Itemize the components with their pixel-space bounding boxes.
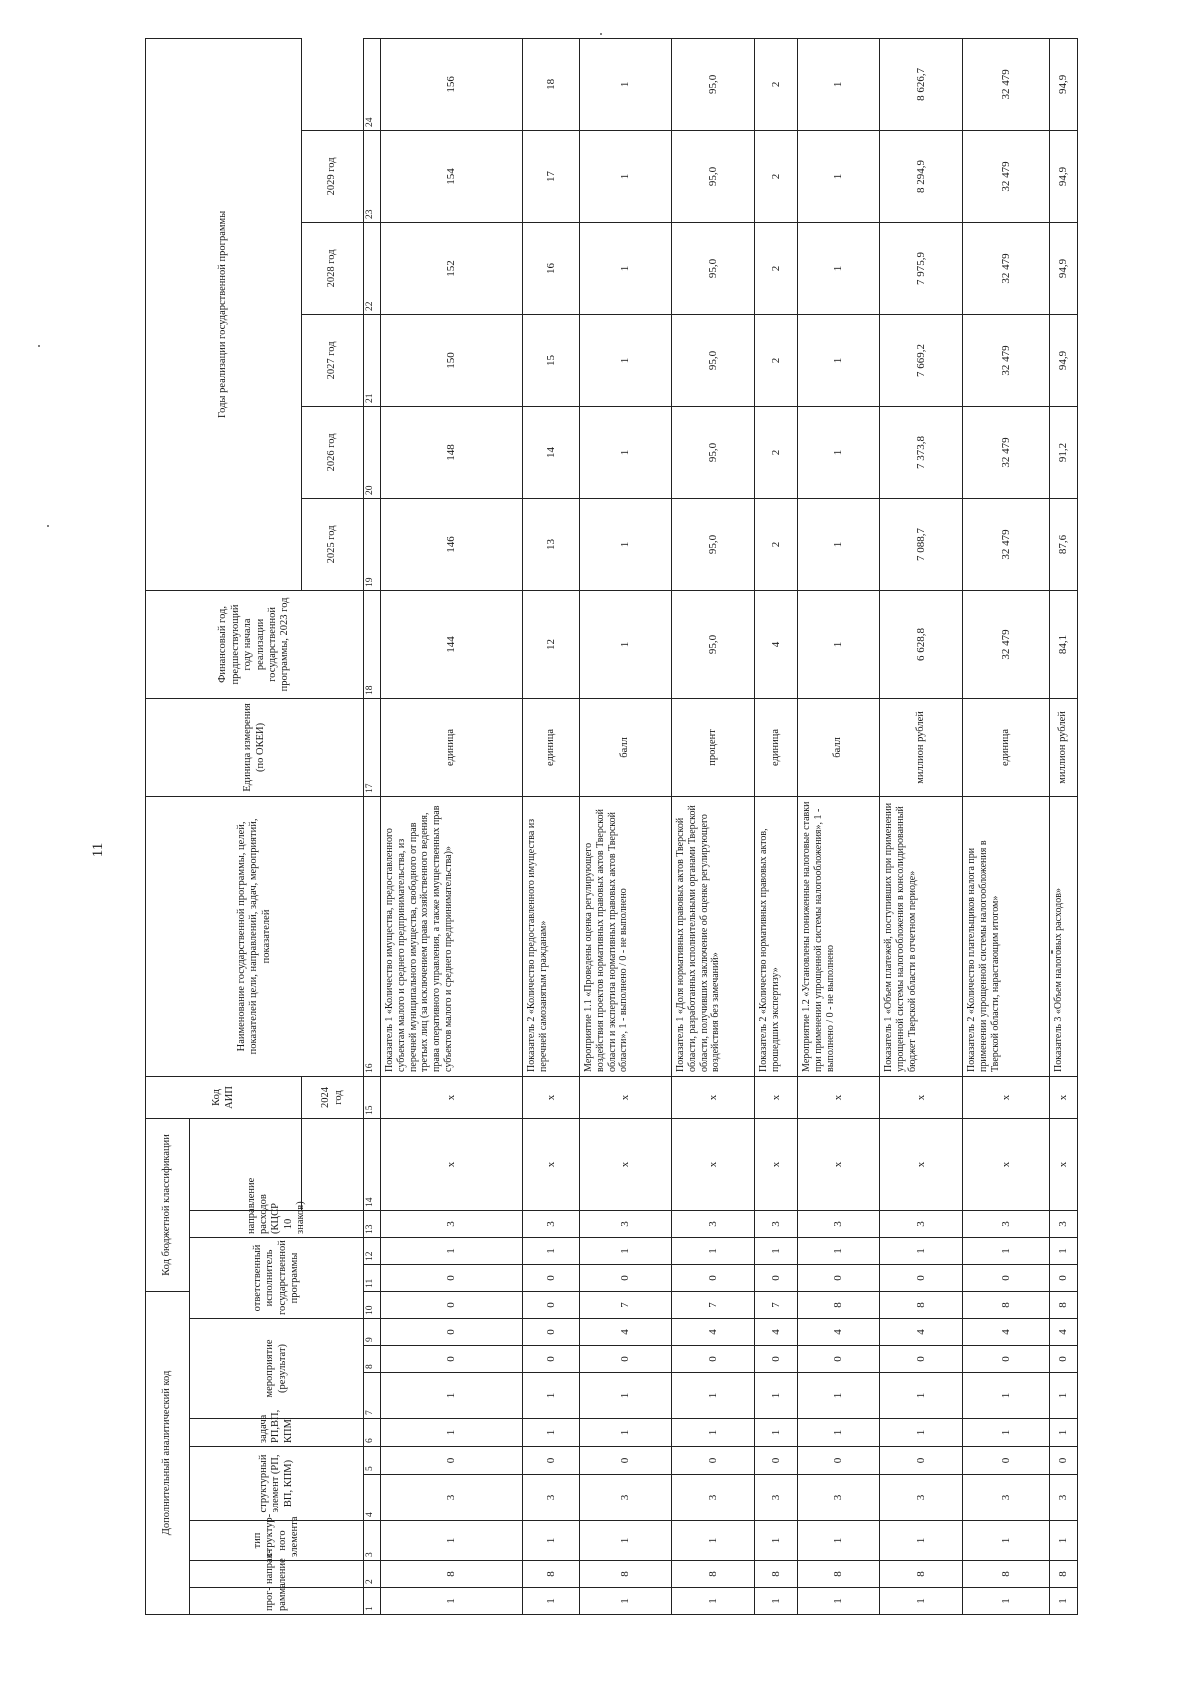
- code-cell: 1: [381, 1588, 523, 1615]
- year-value-cell: 95,0: [672, 222, 755, 314]
- code-cell: 1: [523, 1521, 580, 1561]
- year-value-cell: 148: [381, 406, 523, 498]
- name-cell: Мероприятие 1.1 «Проведены оценка регулирующего воздействия проектов нормативных правовых актов Тверской области и экспертиза нормативных правовых актов Тверской области», 1 - выполнено / 0 - не выполнено: [580, 796, 672, 1076]
- table-row: [755, 38, 798, 1614]
- col-number: 12: [364, 1237, 381, 1264]
- table-row: [672, 38, 755, 1614]
- year-value-cell: 1: [798, 222, 880, 314]
- code-cell: x: [755, 1076, 798, 1118]
- code-cell: 3: [755, 1210, 798, 1237]
- code-cell: 8: [880, 1561, 963, 1588]
- code-cell: 1: [798, 1419, 880, 1447]
- code-cell: 0: [963, 1447, 1050, 1475]
- code-cell: 1: [580, 1237, 672, 1264]
- code-cell: 1: [672, 1588, 755, 1615]
- code-cell: 3: [672, 1210, 755, 1237]
- table-header: [146, 38, 381, 1614]
- code-cell: 1: [755, 1588, 798, 1615]
- code-cell: x: [580, 1076, 672, 1118]
- year-value-cell: 17: [523, 130, 580, 222]
- col-number: 21: [364, 314, 381, 406]
- code-cell: 1: [523, 1373, 580, 1419]
- code-cell: 0: [523, 1447, 580, 1475]
- year-value-cell: 2: [755, 222, 798, 314]
- header-year-2024: 2024 год: [302, 1076, 364, 1118]
- year-value-cell: 1: [580, 222, 672, 314]
- code-cell: 1: [1050, 1521, 1078, 1561]
- code-cell: 0: [523, 1264, 580, 1291]
- code-cell: 0: [381, 1264, 523, 1291]
- page-number: 11: [89, 842, 106, 858]
- table-row: [880, 38, 963, 1614]
- code-cell: x: [1050, 1118, 1078, 1210]
- header-year-2027: 2027 год: [302, 314, 364, 406]
- code-cell: 8: [580, 1561, 672, 1588]
- code-cell: 3: [880, 1475, 963, 1521]
- col-number: 1: [364, 1588, 381, 1615]
- code-cell: 3: [963, 1475, 1050, 1521]
- name-cell: Мероприятие 1.2 «Установлены пониженные налоговые ставки при применении упрощенной системы налогообложения», 1 - выполнено / 0 - не выполнено: [798, 796, 880, 1076]
- code-cell: 1: [755, 1419, 798, 1447]
- code-cell: 1: [755, 1521, 798, 1561]
- code-cell: 7: [672, 1291, 755, 1318]
- code-cell: 8: [963, 1291, 1050, 1318]
- year-value-cell: 13: [523, 498, 580, 590]
- year-value-cell: 1: [798, 314, 880, 406]
- code-cell: 4: [755, 1319, 798, 1346]
- year-value-cell: 7 669,2: [880, 314, 963, 406]
- year-value-cell: 2: [755, 314, 798, 406]
- year-value-cell: 2: [755, 130, 798, 222]
- year-value-cell: 156: [381, 38, 523, 130]
- year-value-cell: 1: [580, 130, 672, 222]
- code-cell: x: [381, 1076, 523, 1118]
- code-cell: 1: [381, 1521, 523, 1561]
- code-cell: 8: [798, 1561, 880, 1588]
- code-cell: 1: [381, 1237, 523, 1264]
- code-cell: 8: [963, 1561, 1050, 1588]
- code-cell: x: [798, 1076, 880, 1118]
- code-cell: 1: [672, 1419, 755, 1447]
- scan-speck: [38, 345, 40, 347]
- name-cell: Показатель 1 «Доля нормативных правовых актов Тверской области, разработанных исполнительными органами Тверской области, получивших заключение об оценке регулирующего воздействия без замечаний»: [672, 796, 755, 1076]
- year-value-cell: 94,9: [1050, 222, 1078, 314]
- code-cell: 0: [523, 1319, 580, 1346]
- code-cell: 8: [880, 1291, 963, 1318]
- header-year-2029: 2029 год: [302, 130, 364, 222]
- code-cell: 3: [1050, 1210, 1078, 1237]
- code-cell: 1: [880, 1521, 963, 1561]
- code-cell: 1: [880, 1419, 963, 1447]
- header-task: задача РП,ВП, КПМ: [190, 1419, 364, 1447]
- header-struct-type: тип структур-ного элемента: [190, 1521, 364, 1561]
- code-cell: 1: [580, 1521, 672, 1561]
- code-cell: 3: [523, 1475, 580, 1521]
- code-cell: 0: [755, 1264, 798, 1291]
- col-number: 23: [364, 130, 381, 222]
- code-cell: 0: [381, 1319, 523, 1346]
- code-cell: 0: [798, 1346, 880, 1373]
- year-value-cell: 1: [580, 498, 672, 590]
- code-cell: 0: [963, 1346, 1050, 1373]
- code-cell: 1: [798, 1373, 880, 1419]
- code-cell: x: [963, 1118, 1050, 1210]
- base-year-value-cell: 1: [580, 590, 672, 698]
- code-cell: 8: [1050, 1561, 1078, 1588]
- year-value-cell: 18: [523, 38, 580, 130]
- scan-speck: [47, 525, 49, 527]
- code-cell: 1: [523, 1588, 580, 1615]
- table-row: [580, 38, 672, 1614]
- code-cell: 1: [798, 1237, 880, 1264]
- code-cell: 1: [798, 1521, 880, 1561]
- code-cell: 3: [580, 1475, 672, 1521]
- code-cell: 0: [963, 1264, 1050, 1291]
- table-row: [381, 38, 523, 1614]
- code-cell: 0: [381, 1447, 523, 1475]
- code-cell: 0: [580, 1447, 672, 1475]
- year-value-cell: 32 479: [963, 406, 1050, 498]
- year-value-cell: 2: [755, 38, 798, 130]
- code-cell: 1: [580, 1373, 672, 1419]
- col-number: 15: [364, 1076, 381, 1118]
- code-cell: 3: [755, 1475, 798, 1521]
- code-cell: 8: [523, 1561, 580, 1588]
- code-cell: x: [672, 1118, 755, 1210]
- code-cell: 4: [880, 1319, 963, 1346]
- year-value-cell: 150: [381, 314, 523, 406]
- header-expense: направление расходов (КЦСР 10 знаков): [190, 1210, 364, 1237]
- unit-cell: единица: [755, 698, 798, 796]
- header-year-2026: 2026 год: [302, 406, 364, 498]
- code-cell: 0: [580, 1264, 672, 1291]
- col-number: 10: [364, 1291, 381, 1318]
- program-table: [145, 38, 1078, 1615]
- year-value-cell: 154: [381, 130, 523, 222]
- code-cell: 0: [1050, 1346, 1078, 1373]
- header-additional-code: Дополнительный аналитический код: [146, 1291, 190, 1614]
- header-name: Наименование государственной программы, целей, показателей цели, направлений, задач, мероприятий, показателей: [146, 796, 364, 1076]
- code-cell: 0: [1050, 1264, 1078, 1291]
- year-value-cell: 95,0: [672, 38, 755, 130]
- code-cell: 1: [963, 1521, 1050, 1561]
- name-cell: Показатель 1 «Количество имущества, предоставленного субъектам малого и среднего предпринимательства, из перечней муниципального имущества, свободного от прав третьих лиц (за исключением права хозяйственного ведения, права оперативного управления, а также имущественных прав субъектов малого и среднего предпринимательства)»: [381, 796, 523, 1076]
- code-cell: 3: [880, 1210, 963, 1237]
- base-year-value-cell: 95,0: [672, 590, 755, 698]
- year-value-cell: 1: [798, 130, 880, 222]
- code-cell: 1: [963, 1237, 1050, 1264]
- col-number: 18: [364, 590, 381, 698]
- table-body: [381, 38, 1078, 1614]
- year-value-cell: 152: [381, 222, 523, 314]
- unit-cell: единица: [381, 698, 523, 796]
- col-number: 8: [364, 1346, 381, 1373]
- year-value-cell: 2: [755, 498, 798, 590]
- unit-cell: единица: [523, 698, 580, 796]
- code-cell: 1: [580, 1419, 672, 1447]
- year-value-cell: 95,0: [672, 314, 755, 406]
- code-cell: x: [880, 1118, 963, 1210]
- col-number: 16: [364, 796, 381, 1076]
- code-cell: x: [755, 1118, 798, 1210]
- code-cell: 1: [1050, 1237, 1078, 1264]
- col-number: 6: [364, 1419, 381, 1447]
- base-year-value-cell: 12: [523, 590, 580, 698]
- year-value-cell: 8 626,7: [880, 38, 963, 130]
- year-value-cell: 16: [523, 222, 580, 314]
- code-cell: 1: [1050, 1419, 1078, 1447]
- year-value-cell: 94,9: [1050, 314, 1078, 406]
- header-budget-code: Код бюджетной классификации: [146, 1118, 190, 1291]
- header-struct-element: структурный элемент (РП, ВП, КПМ): [190, 1447, 364, 1521]
- col-number: 17: [364, 698, 381, 796]
- year-value-cell: 1: [580, 38, 672, 130]
- code-cell: 0: [798, 1447, 880, 1475]
- year-value-cell: 1: [798, 38, 880, 130]
- col-number: 20: [364, 406, 381, 498]
- code-cell: 1: [880, 1588, 963, 1615]
- base-year-value-cell: 4: [755, 590, 798, 698]
- code-cell: 1: [798, 1588, 880, 1615]
- base-year-value-cell: 144: [381, 590, 523, 698]
- code-cell: 3: [672, 1475, 755, 1521]
- code-cell: 1: [755, 1237, 798, 1264]
- year-value-cell: 1: [798, 498, 880, 590]
- code-cell: 1: [755, 1373, 798, 1419]
- code-cell: 0: [523, 1346, 580, 1373]
- year-value-cell: 8 294,9: [880, 130, 963, 222]
- code-cell: 1: [523, 1237, 580, 1264]
- code-cell: 0: [381, 1291, 523, 1318]
- code-cell: 1: [963, 1588, 1050, 1615]
- code-cell: 1: [963, 1373, 1050, 1419]
- header-unit: Единица измерения (по ОКЕИ): [146, 698, 364, 796]
- year-value-cell: 1: [580, 406, 672, 498]
- code-cell: 4: [963, 1319, 1050, 1346]
- code-cell: 4: [580, 1319, 672, 1346]
- code-cell: 8: [798, 1291, 880, 1318]
- code-cell: x: [523, 1076, 580, 1118]
- year-value-cell: 1: [798, 406, 880, 498]
- col-number: 4: [364, 1475, 381, 1521]
- code-cell: 0: [1050, 1447, 1078, 1475]
- code-cell: 0: [880, 1346, 963, 1373]
- col-number: 9: [364, 1319, 381, 1346]
- code-cell: 0: [672, 1346, 755, 1373]
- code-cell: 8: [755, 1561, 798, 1588]
- col-number: 3: [364, 1521, 381, 1561]
- year-value-cell: 32 479: [963, 130, 1050, 222]
- year-value-cell: 95,0: [672, 498, 755, 590]
- table-row: [523, 38, 580, 1614]
- header-measure: мероприятие (результат): [190, 1319, 364, 1419]
- col-number: 11: [364, 1264, 381, 1291]
- header-year-2025: 2025 год: [302, 498, 364, 590]
- rotated-table-container: [145, 67, 1070, 1615]
- code-cell: 3: [963, 1210, 1050, 1237]
- year-value-cell: 32 479: [963, 314, 1050, 406]
- code-cell: x: [672, 1076, 755, 1118]
- year-value-cell: 7 088,7: [880, 498, 963, 590]
- year-value-cell: 7 975,9: [880, 222, 963, 314]
- year-value-cell: 32 479: [963, 222, 1050, 314]
- code-cell: 0: [755, 1447, 798, 1475]
- year-value-cell: 2: [755, 406, 798, 498]
- code-cell: 8: [1050, 1291, 1078, 1318]
- name-cell: Показатель 3 «Объем налоговых расходов»: [1050, 796, 1078, 1076]
- code-cell: 3: [580, 1210, 672, 1237]
- code-cell: x: [963, 1076, 1050, 1118]
- unit-cell: балл: [798, 698, 880, 796]
- code-cell: 1: [381, 1373, 523, 1419]
- col-number: 2: [364, 1561, 381, 1588]
- code-cell: x: [798, 1118, 880, 1210]
- code-cell: 1: [1050, 1588, 1078, 1615]
- code-cell: 8: [672, 1561, 755, 1588]
- code-cell: 0: [880, 1264, 963, 1291]
- year-value-cell: 95,0: [672, 130, 755, 222]
- code-cell: 8: [381, 1561, 523, 1588]
- base-year-value-cell: 1: [798, 590, 880, 698]
- base-year-value-cell: 6 628,8: [880, 590, 963, 698]
- year-value-cell: 94,9: [1050, 130, 1078, 222]
- code-cell: 3: [1050, 1475, 1078, 1521]
- code-cell: 0: [580, 1346, 672, 1373]
- name-cell: Показатель 2 «Количество предоставленного имущества из перечней самозанятым гражданам»: [523, 796, 580, 1076]
- scan-speck: [600, 33, 602, 35]
- header-program: прог-рамма: [190, 1588, 364, 1615]
- year-value-cell: 94,9: [1050, 38, 1078, 130]
- name-cell: Показатель 2 «Количество плательщиков налога при применении упрощенной системы налогообложения в Тверской области, нарастающим итогом»: [963, 796, 1050, 1076]
- year-value-cell: 15: [523, 314, 580, 406]
- code-cell: 0: [672, 1264, 755, 1291]
- code-cell: 1: [880, 1237, 963, 1264]
- code-cell: 0: [523, 1291, 580, 1318]
- table-row: [1050, 38, 1078, 1614]
- header-years-group: Годы реализации государственной программы: [146, 38, 302, 590]
- col-number: 5: [364, 1447, 381, 1475]
- code-cell: 1: [963, 1419, 1050, 1447]
- code-cell: 4: [1050, 1319, 1078, 1346]
- year-value-cell: 146: [381, 498, 523, 590]
- code-cell: x: [523, 1118, 580, 1210]
- code-cell: 0: [381, 1346, 523, 1373]
- code-cell: 1: [672, 1237, 755, 1264]
- code-cell: 3: [523, 1210, 580, 1237]
- table-row: [798, 38, 880, 1614]
- year-value-cell: 14: [523, 406, 580, 498]
- code-cell: 1: [672, 1373, 755, 1419]
- code-cell: 1: [580, 1588, 672, 1615]
- year-value-cell: 91,2: [1050, 406, 1078, 498]
- code-cell: 1: [523, 1419, 580, 1447]
- header-direction: направ-ление: [190, 1561, 364, 1588]
- col-number: 19: [364, 498, 381, 590]
- code-cell: 3: [798, 1210, 880, 1237]
- unit-cell: единица: [963, 698, 1050, 796]
- col-number: 24: [364, 38, 381, 130]
- code-cell: 1: [672, 1521, 755, 1561]
- code-cell: 7: [580, 1291, 672, 1318]
- table-row: [963, 38, 1050, 1614]
- code-cell: x: [580, 1118, 672, 1210]
- code-cell: 4: [672, 1319, 755, 1346]
- code-cell: 1: [381, 1419, 523, 1447]
- header-base-year: Финансовый год, предшествующий году начала реализации государственной программы, 2023 год: [146, 590, 364, 698]
- unit-cell: процент: [672, 698, 755, 796]
- code-cell: 0: [755, 1346, 798, 1373]
- year-value-cell: 32 479: [963, 498, 1050, 590]
- code-cell: 4: [798, 1319, 880, 1346]
- code-cell: x: [381, 1118, 523, 1210]
- code-cell: x: [1050, 1076, 1078, 1118]
- col-number: 13: [364, 1210, 381, 1237]
- code-cell: 7: [755, 1291, 798, 1318]
- col-number: 22: [364, 222, 381, 314]
- col-number: 14: [364, 1118, 381, 1210]
- name-cell: Показатель 1 «Объем платежей, поступивших при применении упрощенной системы налогообложения в консолидированный бюджет Тверской области в отчетном периоде»: [880, 796, 963, 1076]
- base-year-value-cell: 84,1: [1050, 590, 1078, 698]
- code-cell: 0: [880, 1447, 963, 1475]
- year-value-cell: 95,0: [672, 406, 755, 498]
- code-cell: 0: [672, 1447, 755, 1475]
- unit-cell: миллион рублей: [1050, 698, 1078, 796]
- unit-cell: миллион рублей: [880, 698, 963, 796]
- header-aip-code: Код АИП: [146, 1076, 302, 1118]
- year-value-cell: 7 373,8: [880, 406, 963, 498]
- code-cell: 3: [381, 1475, 523, 1521]
- header-year-2028: 2028 год: [302, 222, 364, 314]
- header-aip-spacer: [302, 1118, 364, 1210]
- code-cell: 1: [1050, 1373, 1078, 1419]
- code-cell: 1: [880, 1373, 963, 1419]
- year-value-cell: 1: [580, 314, 672, 406]
- code-cell: 3: [798, 1475, 880, 1521]
- year-value-cell: 87,6: [1050, 498, 1078, 590]
- header-executor: ответственный исполнитель государственной программы: [190, 1237, 364, 1318]
- code-cell: 3: [381, 1210, 523, 1237]
- code-cell: x: [880, 1076, 963, 1118]
- code-cell: 0: [798, 1264, 880, 1291]
- col-number: 7: [364, 1373, 381, 1419]
- unit-cell: балл: [580, 698, 672, 796]
- name-cell: Показатель 2 «Количество нормативных правовых актов, прошедших экспертизу»: [755, 796, 798, 1076]
- year-value-cell: 32 479: [963, 38, 1050, 130]
- base-year-value-cell: 32 479: [963, 590, 1050, 698]
